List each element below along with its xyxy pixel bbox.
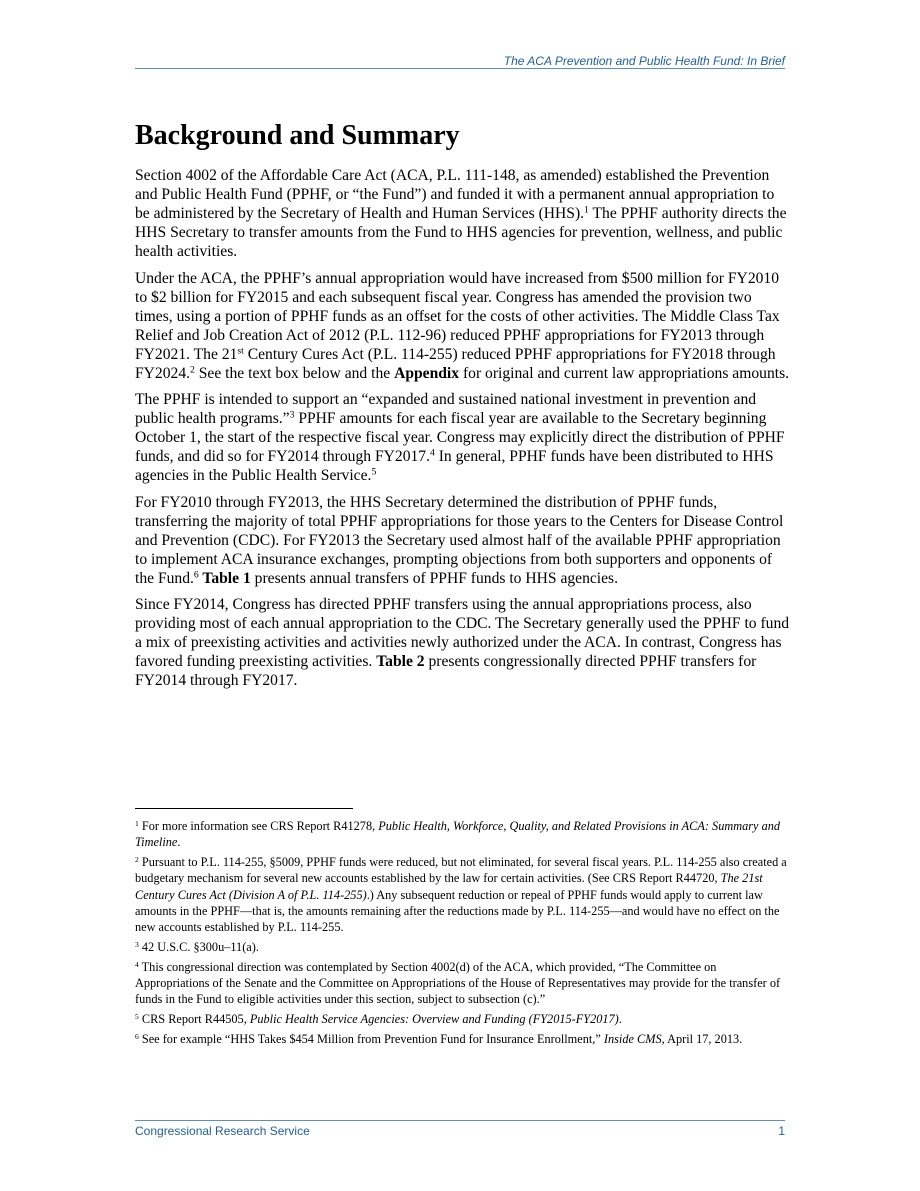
footer-organization: Congressional Research Service bbox=[135, 1124, 310, 1138]
footnote-ref-5[interactable]: 5 bbox=[371, 466, 377, 478]
table-2-reference: Table 2 bbox=[376, 653, 425, 670]
footnote-4: $^4$ This congressional direction was contemplated by Section 4002(d) of the ACA, which provided, “The Committee on Appropriations of the Senate and the Committee on Appropriations of the House of Representatives may provide for the transfer of funds in the Fund to eligible activities under this section, subject to subsection (c).” bbox=[135, 959, 781, 1007]
footnote-2: $^2$ Pursuant to P.L. 114-255, §5009, PPHF funds were reduced, but not eliminated, for several fiscal years. P.L. 114-255 also created a budgetary mechanism for several new accounts established by the law for certain activities. (See CRS Report R44720, The 21st Century Cures Act (Division A of P.L. 114-255).) Any subsequent reduction or repeal of PPHF funds would apply to current law amounts in the PPHF—that is, the amounts remaining after the reductions made by P.L. 114-255—and would have no effect on the new accounts established by P.L. 114-255. bbox=[135, 854, 787, 935]
footnote-ref-6[interactable]: 6 bbox=[193, 569, 199, 581]
footnotes bbox=[135, 818, 790, 1051]
footnote-5: $^5$ CRS Report R44505, Public Health Service Agencies: Overview and Funding (FY2015-FY2017). bbox=[135, 1012, 622, 1027]
footnote-ref-2[interactable]: 2 bbox=[190, 364, 195, 376]
footnote-ref-3[interactable]: 3 bbox=[289, 409, 295, 421]
paragraph-2: Under the ACA, the PPHF’s annual appropriation would have increased from $500 million for FY2010 to $2 billion for FY2015 and each subsequent fiscal year. Congress has amended the provision two times, using a portion of PPHF funds as an offset for the costs of other activities. The Middle Class Tax Relief and Job Creation Act of 2012 (P.L. 112-96) reduced PPHF appropriations for FY2013 through FY2021. The 21st Century Cures Act (P.L. 114-255) reduced PPHF appropriations for FY2018 through FY2024.$^2$ See the text box below and the Appendix for original and current law appropriations amounts. bbox=[135, 269, 790, 382]
body-text bbox=[135, 166, 790, 698]
paragraph-1: Section 4002 of the Affordable Care Act (ACA, P.L. 111-148, as amended) established the Prevention and Public Health Fund (PPHF, or “the Fund”) and funded it with a permanent annual appropriation to be administered by the Secretary of Health and Human Services (HHS).$^1$ The PPHF authority directs the HHS Secretary to transfer amounts from the Fund to HHS agencies for prevention, wellness, and public health activities. bbox=[135, 167, 787, 260]
footnote-6: $^6$ See for example “HHS Takes $454 Million from Prevention Fund for Insurance Enrollment,” Inside CMS, April 17, 2013. bbox=[135, 1031, 743, 1047]
footnote-separator bbox=[135, 808, 353, 809]
appendix-reference: Appendix bbox=[394, 364, 460, 382]
footnote-ref-4[interactable]: 4 bbox=[429, 447, 435, 459]
footnote-ref-1[interactable]: 1 bbox=[584, 204, 589, 216]
footnote-3: $^3$ 42 U.S.C. §300u–11(a). bbox=[135, 939, 259, 955]
footer-rule bbox=[135, 1120, 785, 1121]
paragraph-4: For FY2010 through FY2013, the HHS Secretary determined the distribution of PPHF funds, transferring the majority of total PPHF appropriations for those years to the Centers for Disease Control and Prevention (CDC). For FY2013 the Secretary used almost half of the available PPHF appropriation to implement ACA insurance exchanges, prompting objections from both supporters and opponents of the Fund.$^6$ Table 1 presents annual transfers of PPHF funds to HHS agencies. bbox=[135, 493, 784, 587]
page-number: 1 bbox=[778, 1124, 785, 1138]
footnote-1: $^1$ For more information see CRS Report R41278, Public Health, Workforce, Quality, and Related Provisions in ACA: Summary and Timeline. bbox=[135, 818, 781, 850]
paragraph-5: Since FY2014, Congress has directed PPHF transfers using the annual appropriations process, also providing most of each annual appropriation to the CDC. The Secretary generally used the PPHF to fund a mix of preexisting activities and activities newly authorized under the ACA. In contrast, Congress has favored funding preexisting activities. Table 2 presents congressionally directed PPHF transfers for FY2014 through FY2017. bbox=[135, 596, 790, 689]
table-1-reference: Table 1 bbox=[198, 569, 251, 587]
section-title: Background and Summary bbox=[135, 120, 460, 151]
header-rule bbox=[135, 68, 785, 69]
running-header: The ACA Prevention and Public Health Fund: In Brief bbox=[503, 54, 785, 68]
paragraph-3: The PPHF is intended to support an “expanded and sustained national investment in prevention and public health programs.”$^3$ PPHF amounts for each fiscal year are available to the Secretary beginning October 1, the start of the respective fiscal year. Congress may explicitly direct the distribution of PPHF funds, and did so for FY2014 through FY2017.$^4$ In general, PPHF funds have been distributed to HHS agencies in the Public Health Service.$^5$ bbox=[135, 391, 785, 484]
